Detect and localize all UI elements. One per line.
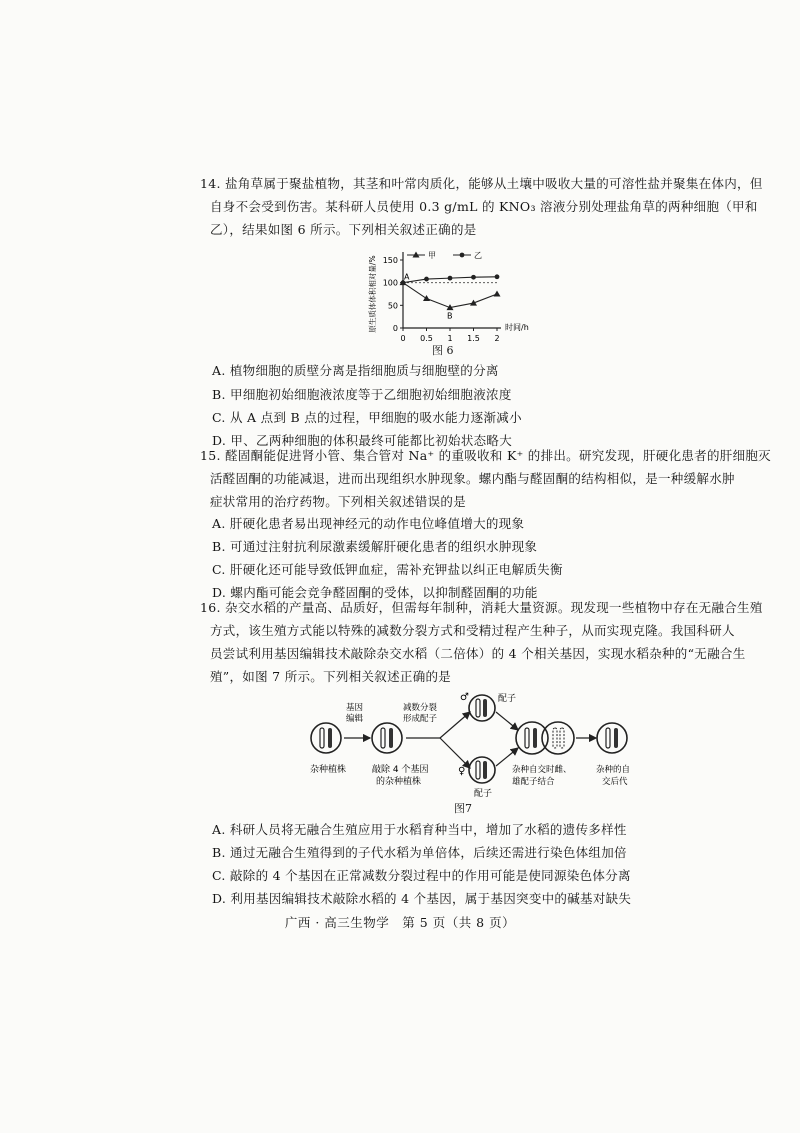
- y-tick-label: 0: [392, 324, 398, 333]
- figure-6-caption: 图 6: [432, 344, 454, 357]
- male-gamete-cell: [469, 695, 495, 721]
- q15-line-1: 15. 醛固酮能促进肾小管、集合管对 Na⁺ 的重吸收和 K⁺ 的排出。研究发现，肝硬化患者的肝细胞灭: [200, 448, 771, 463]
- q14-option-a: A. 植物细胞的质壁分离是指细胞质与细胞壁的分离: [212, 363, 499, 378]
- q14-line-2: 自身不会受到伤害。某科研人员使用 0.3 g/mL 的 KNO₃ 溶液分别处理盐角草的两种细胞（甲和: [210, 199, 758, 214]
- meiosis-label-2: 形成配子: [403, 714, 438, 724]
- x-tick-label: 1.5: [467, 334, 480, 343]
- q16-line-4: 殖”，如图 7 所示。下列相关叙述正确的是: [210, 669, 452, 684]
- figure-7-diagram: [300, 688, 640, 818]
- fusion-label-2: 雄配子结合: [512, 777, 555, 787]
- q14-option-c: C. 从 A 点到 B 点的过程，甲细胞的吸水能力逐渐减小: [212, 410, 522, 425]
- data-point-yi: [424, 277, 429, 282]
- female-symbol: ♀: [458, 766, 466, 777]
- male-symbol: ♂: [460, 692, 469, 703]
- female-to-fusion-arrow: [496, 748, 518, 766]
- q14-line-1: 14. 盐角草属于聚盐植物，其茎和叶常肉质化，能够从土壤中吸收大量的可溶性盐并聚集在体内，但: [200, 176, 763, 191]
- annotation-b: B: [447, 311, 453, 321]
- data-point-yi: [495, 274, 500, 279]
- x-tick-label: 1: [447, 334, 453, 343]
- offspring-label-1: 杂种的自: [596, 765, 631, 775]
- q15-option-b: B. 可通过注射抗利尿激素缓解肝硬化患者的组织水肿现象: [212, 539, 538, 554]
- knockout-plant-cell: [372, 723, 402, 753]
- page-footer: 广西 · 高三生物学 第 5 页（共 8 页）: [284, 915, 516, 930]
- x-axis-label: 时间/h: [505, 323, 529, 332]
- annotation-a: A: [404, 272, 410, 282]
- q15-option-c: C. 肝硬化还可能导致低钾血症，需补充钾盐以纠正电解质失衡: [212, 562, 563, 577]
- q14-option-d: D. 甲、乙两种细胞的体积最终可能都比初始状态略大: [212, 433, 513, 448]
- x-tick-label: 0: [400, 334, 406, 343]
- knockout-plant-label-2: 的杂种植株: [376, 777, 422, 787]
- q16-option-d: D. 利用基因编辑技术敲除水稻的 4 个基因，属于基因突变中的碱基对缺失: [212, 891, 632, 906]
- q16-line-2: 方式，该生殖方式能以特殊的减数分裂方式和受精过程产生种子，从而实现克隆。我国科研人: [210, 623, 735, 638]
- legend-label-yi: 乙: [474, 251, 482, 260]
- question-15: [200, 444, 771, 513]
- meiosis-label-1: 减数分裂: [403, 703, 438, 713]
- q16-line-3: 员尝试利用基因编辑技术敲除杂交水稻（二倍体）的 4 个相关基因，实现水稻杂种的“无融合生: [210, 646, 746, 661]
- male-to-fusion-arrow: [496, 712, 518, 730]
- y-tick-label: 150: [382, 256, 398, 265]
- figure-7-caption: 图7: [454, 802, 472, 815]
- knockout-plant-label-1: 敲除 4 个基因: [372, 765, 429, 775]
- q15-option-a: A. 肝硬化患者易出现神经元的动作电位峰值增大的现象: [212, 516, 525, 531]
- data-point-yi: [471, 275, 476, 280]
- fusion-cell: [516, 722, 574, 754]
- gene-edit-label-1: 基因: [346, 703, 364, 713]
- legend-marker-yi: [460, 253, 465, 258]
- q15-line-2: 活醛固酮的功能减退，进而出现组织水肿现象。螺内酯与醛固酮的结构相似，是一种缓解水肿: [210, 471, 735, 486]
- female-gamete-label: 配子: [474, 789, 493, 799]
- data-point-jia: [423, 295, 430, 301]
- offspring-label-2: 交后代: [602, 777, 628, 787]
- y-axis-label: 原生质体体积相对量/%: [368, 255, 377, 333]
- q14-line-3: 乙），结果如图 6 所示。下列相关叙述正确的是: [210, 222, 477, 237]
- q16-option-a: A. 科研人员将无融合生殖应用于水稻育种当中，增加了水稻的遗传多样性: [212, 822, 627, 837]
- q15-line-3: 症状常用的治疗药物。下列相关叙述错误的是: [210, 494, 467, 509]
- q14-option-b: B. 甲细胞初始细胞液浓度等于乙细胞初始细胞液浓度: [212, 387, 512, 402]
- series-line-jia: [403, 283, 497, 308]
- q16-option-b: B. 通过无融合生殖得到的子代水稻为单倍体，后续还需进行染色体组加倍: [212, 845, 627, 860]
- q16-option-c: C. 敲除的 4 个基因在正常减数分裂过程中的作用可能是使同源染色体分离: [212, 868, 631, 883]
- male-gamete-label: 配子: [498, 694, 517, 704]
- q15-option-d: D. 螺内酯可能会竞争醛固酮的受体，以抑制醛固酮的功能: [212, 585, 538, 600]
- q16-line-1: 16. 杂交水稻的产量高、品质好，但需每年制种，消耗大量资源。现发现一些植物中存在无融合生殖: [200, 600, 763, 615]
- question-14: [200, 172, 763, 241]
- hybrid-plant-cell: [311, 723, 341, 753]
- meiosis-branch-up: [440, 712, 470, 738]
- data-point-yi: [448, 276, 453, 281]
- x-tick-label: 0.5: [420, 334, 433, 343]
- meiosis-branch-down: [440, 738, 470, 768]
- y-tick-label: 50: [387, 301, 398, 311]
- data-point-jia: [494, 291, 501, 297]
- offspring-cell: [597, 723, 627, 753]
- x-tick-label: 2: [494, 334, 500, 343]
- hybrid-plant-label: 杂种植株: [310, 765, 347, 775]
- fusion-label-1: 杂种自交时雌、: [512, 765, 572, 775]
- y-tick-label: 100: [382, 278, 398, 288]
- female-gamete-cell: [469, 757, 495, 783]
- question-16: [200, 596, 763, 688]
- gene-edit-label-2: 编辑: [346, 714, 364, 724]
- legend-label-jia: 甲: [428, 251, 436, 260]
